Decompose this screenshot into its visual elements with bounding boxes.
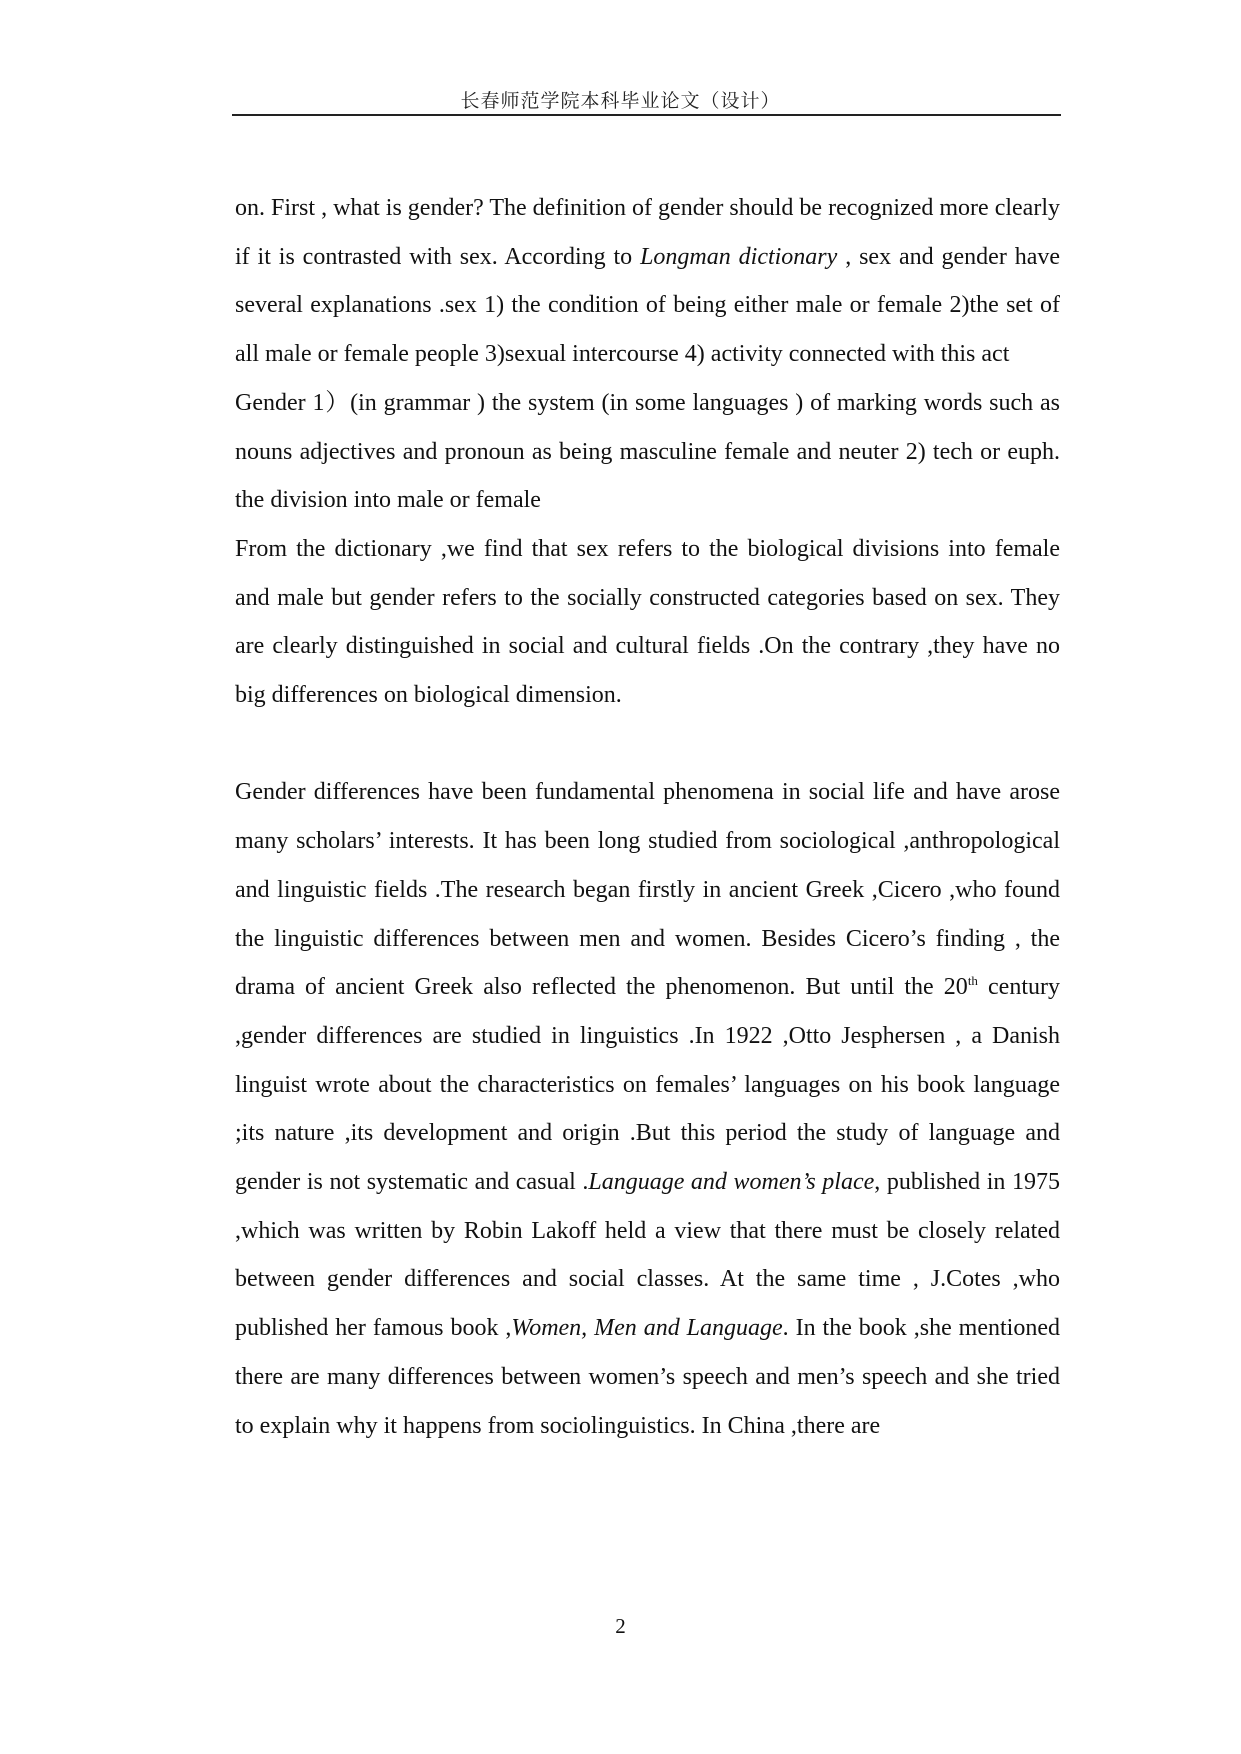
- book-title-women-men-language: Women, Men and Language: [511, 1315, 783, 1342]
- paragraph-gap: [235, 720, 1060, 769]
- page-number: 2: [615, 1614, 626, 1638]
- book-title-language-womens-place: Language and women’s place: [588, 1169, 875, 1196]
- page-header-title: 长春师范学院本科毕业论文（设计）: [460, 91, 781, 112]
- book-title-longman: Longman dictionary: [640, 243, 838, 270]
- header-rule: [232, 114, 1061, 116]
- paragraph-4-text-a: Gender differences have been fundamental phenomena in social life and have arose many scholars’ interests. It has been long studied from sociological ,anthropological and linguistic fields .The research began firstly in ancient Greek ,Cicero ,who found the linguistic differences between men and women. Besides Cicero’s finding , the drama of ancient Greek also reflected the phenomenon. But until the 20: [235, 779, 1060, 1001]
- ordinal-superscript: th: [967, 973, 978, 989]
- body-text: [235, 184, 1060, 1450]
- paragraph-1: [235, 184, 1060, 379]
- paragraph-4-text-c: , published in 1975 ,which was written by Robin Lakoff held a view that there must be closely related between gender differences and social classes. At the same time , J.Cotes ,who published her famous book ,: [235, 1169, 1060, 1342]
- paragraph-1-text-a: on. First , what is gender? The definition of gender should be recognized more clearly if it is contrasted with sex. According to: [235, 195, 1060, 270]
- paragraph-4-text-d: . In the book ,she mentioned there are many differences between women’s speech and men’s speech and she tried to explain why it happens from sociolinguistics. In China ,there are: [235, 1315, 1060, 1439]
- paragraph-2: Gender 1）(in grammar ) the system (in some languages ) of marking words such as nouns adjectives and pronoun as being masculine female and neuter 2) tech or euph. the division into male or female: [235, 389, 1060, 514]
- paragraph-4: [235, 768, 1060, 1450]
- paragraph-3: From the dictionary ,we find that sex refers to the biological divisions into female and male but gender refers to the socially constructed categories based on sex. They are clearly distinguished in social and cultural fields .On the contrary ,they have no big differences on biological dimension.: [235, 535, 1060, 709]
- paragraph-1-text-b: , sex and gender have several explanations .sex 1) the condition of being either male or female 2)the set of all male or female people 3)sexual intercourse 4) activity connected with this act: [235, 243, 1061, 368]
- paragraph-4-text-b: century ,gender differences are studied in linguistics .In 1922 ,Otto Jesphersen , a Danish linguist wrote about the characteristics on females’ languages on his book language ;its nature ,its development and origin .But this period the study of language and gender is not systematic and casual .: [235, 974, 1060, 1196]
